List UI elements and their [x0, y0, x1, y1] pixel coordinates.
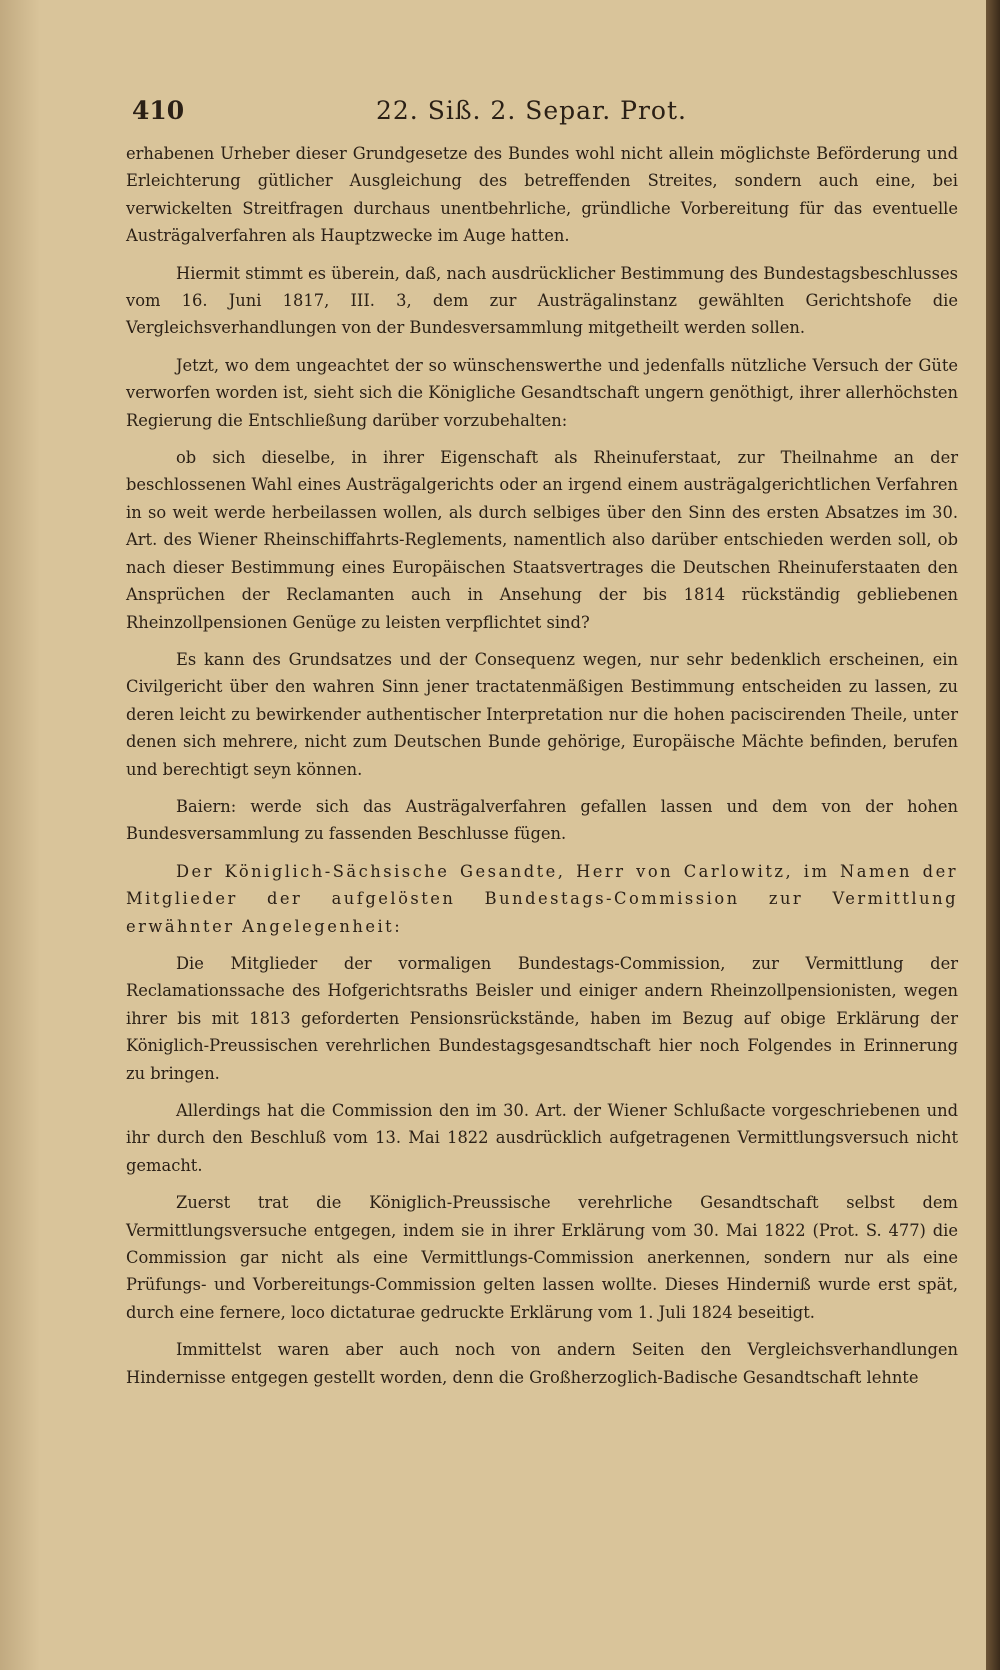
paragraph: Hiermit stimmt es überein, daß, nach ausdrücklicher Bestimmung des Bundestagsbeschlusses vom 16. Juni 1817, III. 3, dem zur Austrägalinstanz gewählten Gerichtshofe die Vergleichsverhandlungen von der Bundesversammlung mitgetheilt werden sollen.: [126, 263, 958, 338]
page-gutter-shadow: [0, 0, 40, 1670]
paragraph: Zuerst trat die Königlich-Preussische verehrliche Gesandtschaft selbst dem Vermittlungsversuche entgegen, indem sie in ihrer Erklärung vom 30. Mai 1822 (Prot. S. 477) die Commission gar nicht als eine Vermittlungs-Commission anerkennen, sondern nur als eine Prüfungs- und Vorbereitungs-Commission gelten lassen wollte. Dieses Hinderniß wurde erst spät, durch eine fernere, loco dictaturae gedruckte Erklärung vom 1. Juli 1824 beseitigt.: [126, 1193, 958, 1322]
paragraph: Baiern: werde sich das Austrägalverfahren gefallen lassen und dem von der hohen Bundesversammlung zu fassenden Beschlusse fügen.: [126, 796, 958, 844]
paragraph: ob sich dieselbe, in ihrer Eigenschaft als Rheinuferstaat, zur Theilnahme an der beschlossenen Wahl eines Austrägalgerichts oder an irgend einem austrägalgerichtlichen Verfahren in so weit werde herbeilassen wollen, als durch selbiges über den Sinn des ersten Absatzes im 30. Art. des Wiener Rheinschiffahrts-Reglements, namentlich also darüber entschieden werden soll, ob nach dieser Bestimmung eines Europäischen Staatsvertrages die Deutschen Rheinuferstaaten den Ansprüchen der Reclamanten auch in Ansehung der bis 1814 rückständig gebliebenen Rheinzollpensionen Genüge zu leisten verpflichtet sind?: [126, 448, 958, 632]
paragraph: Die Mitglieder der vormaligen Bundestags-Commission, zur Vermittlung der Reclamationssache des Hofgerichtsraths Beisler und einiger andern Rheinzollpensionisten, wegen ihrer bis mit 1813 geforderten Pensionsrückstände, haben im Bezug auf obige Erklärung der Königlich-Preussischen verehrlichen Bundestagsgesandtschaft hier noch Folgendes in Erinnerung zu bringen.: [126, 953, 958, 1083]
paragraph: Jetzt, wo dem ungeachtet der so wünschenswerthe und jedenfalls nützliche Versuch der Güte verworfen worden ist, sieht sich die Königliche Gesandtschaft ungern genöthigt, ihrer allerhöchsten Regierung die Entschließung darüber vorzubehalten:: [126, 355, 958, 430]
running-header: [132, 96, 948, 130]
paragraph: Allerdings hat die Commission den im 30. Art. der Wiener Schlußacte vorgeschriebenen und ihr durch den Beschluß vom 13. Mai 1822 ausdrücklich aufgetragenen Vermittlungsversuch nicht gemacht.: [126, 1101, 958, 1175]
paragraph: Der Königlich-Sächsische Gesandte, Herr von Carlowitz, im Namen der Mitglieder der aufgelösten Bundestags-Commission zur Vermittlung erwähnter Angelegenheit:: [126, 861, 958, 936]
paragraph: erhabenen Urheber dieser Grundgesetze des Bundes wohl nicht allein möglichste Beförderung und Erleichterung gütlicher Ausgleichung des betreffenden Streites, sondern auch eine, bei verwickelten Streitfragen durchaus unentbehrliche, gründliche Vorbereitung für das eventuelle Austrägalverfahren als Hauptzwecke im Auge hatten.: [126, 144, 958, 246]
page-edge: [986, 0, 1000, 1670]
paragraph: Es kann des Grundsatzes und der Consequenz wegen, nur sehr bedenklich erscheinen, ein Civilgericht über den wahren Sinn jener tractatenmäßigen Bestimmung entscheiden zu lassen, zu deren leicht zu bewirkender authentischer Interpretation nur die hohen paciscirenden Theile, unter denen sich mehrere, nicht zum Deutschen Bunde gehörige, Europäische Mächte befinden, berufen und berechtigt seyn können.: [126, 649, 958, 779]
running-title: 22. Siß. 2. Separ. Prot.: [376, 96, 687, 125]
paragraph: Immittelst waren aber auch noch von andern Seiten den Vergleichsverhandlungen Hindernisse entgegen gestellt worden, denn die Großherzoglich-Badische Gesandtschaft lehnte: [126, 1340, 958, 1387]
page-number: 410: [132, 96, 185, 125]
body-text: [126, 140, 958, 1401]
